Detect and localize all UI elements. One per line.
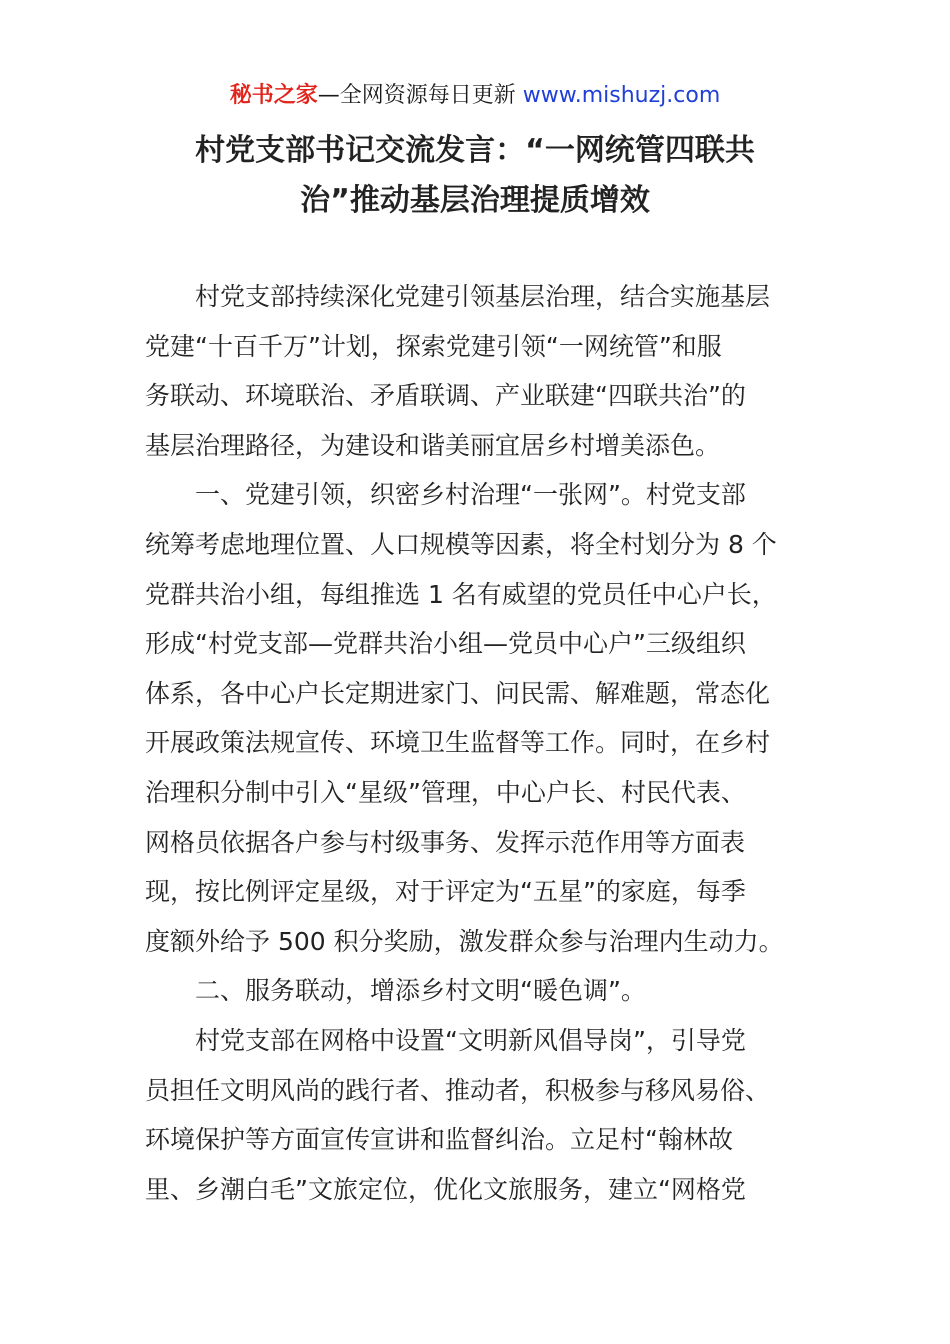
paragraph-line: 形成“村党支部—党群共治小组—党员中心户”三级组织 <box>145 629 746 659</box>
paragraph-line: 度额外给予 500 积分奖励，激发群众参与治理内生动力。 <box>145 926 784 956</box>
paragraph-line: 务联动、环境联治、矛盾联调、产业联建“四联共治”的 <box>145 381 746 411</box>
site-header <box>0 80 950 112</box>
site-url-link[interactable]: www.mishuzj.com <box>522 83 721 108</box>
paragraph-line: 治理积分制中引入“星级”管理，中心户长、村民代表、 <box>145 777 746 807</box>
title-line: 治”推动基层治理提质增效 <box>300 183 650 218</box>
paragraph-line: 网格员依据各户参与村级事务、发挥示范作用等方面表 <box>145 827 746 857</box>
paragraph-line: 统筹考虑地理位置、人口规模等因素，将全村划分为 8 个 <box>145 529 777 559</box>
paragraph-line: 基层治理路径，为建设和谐美丽宜居乡村增美添色。 <box>145 430 721 460</box>
document-title <box>145 126 805 226</box>
document-body <box>145 272 807 1214</box>
paragraph-line: 里、乡潮白毛”文旅定位，优化文旅服务，建立“网格党 <box>145 1174 746 1204</box>
paragraph-line: 村党支部在网格中设置“文明新风倡导岗”，引导党 <box>195 1025 746 1055</box>
brand-name: 秘书之家 <box>229 83 318 108</box>
paragraph-line: 党建“十百千万”计划，探索党建引领“一网统管”和服 <box>145 331 722 361</box>
paragraph-line: 党群共治小组，每组推选 1 名有威望的党员任中心户长， <box>145 579 777 609</box>
paragraph-line: 现，按比例评定星级，对于评定为“五星”的家庭，每季 <box>145 877 746 907</box>
header-tagline: —全网资源每日更新 <box>317 83 523 108</box>
paragraph-line: 开展政策法规宣传、环境卫生监督等工作。同时，在乡村 <box>145 728 771 758</box>
title-line: 村党支部书记交流发言：“一网统管四联共 <box>195 133 755 168</box>
paragraph-line: 村党支部持续深化党建引领基层治理，结合实施基层 <box>195 282 771 311</box>
paragraph-line: 体系，各中心户长定期进家门、问民需、解难题，常态化 <box>145 678 771 708</box>
section-heading-line: 一、党建引领，织密乡村治理“一张网”。村党支部 <box>195 480 746 510</box>
paragraph-line: 环境保护等方面宣传宣讲和监督纠治。立足村“翰林故 <box>145 1125 733 1155</box>
section-heading-line: 二、服务联动，增添乡村文明“暖色调”。 <box>195 976 646 1006</box>
paragraph-line: 员担任文明风尚的践行者、推动者，积极参与移风易俗、 <box>145 1075 771 1105</box>
